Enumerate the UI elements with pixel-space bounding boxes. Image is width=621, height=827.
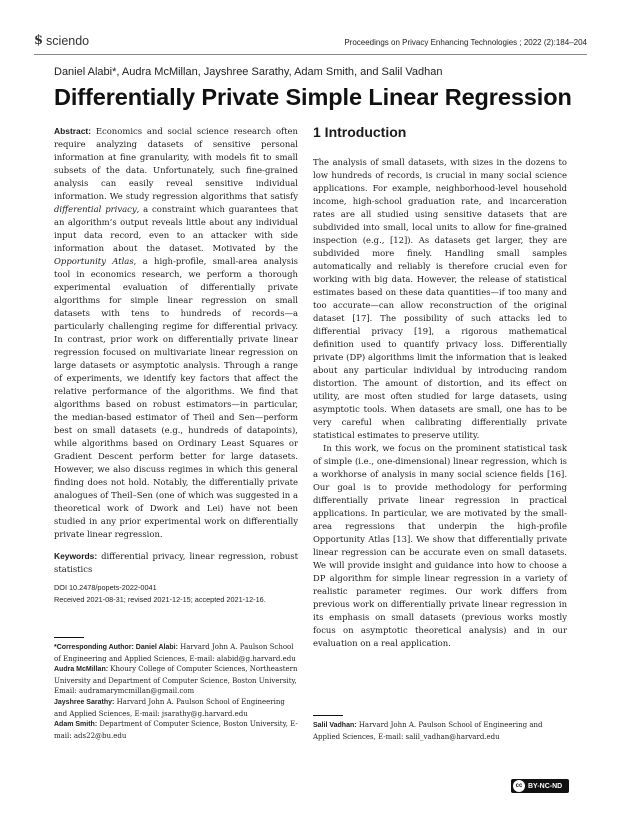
license-label: BY-NC-ND [528, 782, 563, 790]
abstract-text-3: , a high-profile, small-area analysis tool in economics research, we perform a thorough experimental evaluation of differentially private algorithms for simple linear regression on small datasets with tens to hundreds of records—a particularly challenging regime for differential privacy. In contrast, prior work on differentially private linear regression focused on multivariate linear regression on large datasets or asymptotic analysis. Through a range of experiments, we identify key factors that affect the relative performance of the algorithms. We find that algorithms based on robust estimators—in particular, the median-based estimator of Theil and Sen—perform best on small datasets (e.g., hundreds of datapoints), while algorithms based on Ordinary Least Squares or Gradient Descent perform better for large datasets. However, we also discuss regimes in which this general finding does not hold. Notably, the differentially private analogues of Theil–Sen (one of which was suggested in a theoretical work of Dwork and Lei) have not been studied in any prior experimental work on differentially private linear regression. [54, 256, 298, 539]
abstract [54, 125, 298, 541]
footnote-mcmillan: Audra McMillan: Khoury College of Computer Sciences, Northeastern University and Department of Computer Science, Boston University, Email: audramarymcmillan@gmail.com [54, 665, 298, 696]
intro-paragraph-2: In this work, we focus on the prominent statistical task of simple (i.e., one-dimensional) linear regression, which is a workhorse of analysis in many social science fields [16]. Our goal is to provide methodology for performing differentially private linear regression in practical applications. In particular, we are motivated by the small-area regressions that underpin the high-profile Opportunity Atlas [13]. We show that differentially private linear regression can be accurate even on small datasets. We will provide insight and guidance into how to choose a DP algorithm for simple linear regression in a variety of realistic parameter regimes. Our work differs from previous work on differentially private linear regression in its emphasis on small datasets (previous works mostly focus on asymptotic theoretical analysis) and in our evaluation on a real application. [313, 443, 567, 648]
right-column [313, 156, 567, 650]
abstract-emphasis-2: Opportunity Atlas [54, 256, 134, 266]
abstract-label: Abstract: [54, 126, 92, 136]
author-footnotes [54, 642, 299, 741]
creative-commons-icon: cc [513, 780, 525, 792]
intro-paragraph-1: The analysis of small datasets, with sizes in the dozens to low hundreds of records, is crucial in many social science applications. For example, neighborhood-level household income, high-school graduation rate, and incarceration rates are all studied using sensitive datasets that are subdivided into small, local units to allow for fine-grained inspection (e.g., [12]). As datasets get larger, they are subdivided more finely. Handling small samples automatically and reliably is therefore crucial even for working with big data. However, the release of statistical estimates based on these data quantities—if too many and too accurate—can allow reconstruction of the original dataset [17]. The possibility of such attacks led to differential privacy [19], a rigorous mathematical definition used to quantify privacy loss. Differentially private (DP) algorithms limit the information that is leaked about any particular individual by introducing random distortion. The amount of distortion, and its effect on utility, are most often studied for large datasets, using asymptotic tools. When datasets are small, one has to be very careful when calibrating differentially private statistical estimates to preserve utility. [313, 157, 567, 440]
footnote-rule [313, 715, 343, 716]
doi-block [54, 582, 266, 606]
keywords-text: differential privacy, linear regression, robust statistics [54, 551, 298, 574]
keywords [54, 550, 298, 576]
left-column [54, 125, 298, 576]
sciendo-icon: $ [34, 33, 44, 48]
journal-citation: Proceedings on Privacy Enhancing Technologies ; 2022 (2):184–204 [344, 38, 587, 47]
paper-title: Differentially Private Simple Linear Regression [54, 84, 572, 110]
abstract-text-1: Economics and social science research often require analyzing datasets of sensitive personal information at fine granularity, with models fit to small subsets of the data. Unfortunately, such fine-grained analysis can easily reveal sensitive individual information. We study regression algorithms that satisfy [54, 126, 298, 201]
publisher-name: sciendo [46, 33, 90, 48]
header-rule [34, 54, 587, 55]
received-dates: Received 2021-08-31; revised 2021-12-15; accepted 2021-12-16. [54, 595, 266, 604]
footnote-vadhan: Salil Vadhan: Harvard John A. Paulson School of Engineering and Applied Sciences, E-mail: salil_vadhan@harvard.edu [313, 721, 543, 741]
publisher-logo [34, 33, 89, 48]
footnote-alabi: *Corresponding Author: Daniel Alabi: Harvard John A. Paulson School of Engineering and Applied Sciences, E-mail: alabid@g.harvard.edu [54, 643, 296, 663]
author-list: Daniel Alabi*, Audra McMillan, Jayshree Sarathy, Adam Smith, and Salil Vadhan [54, 66, 443, 78]
abstract-emphasis-1: differential privacy [54, 204, 137, 214]
doi[interactable]: DOI 10.2478/popets-2022-0041 [54, 583, 157, 592]
section-heading: 1 Introduction [313, 124, 407, 140]
footnote-smith: Adam Smith: Department of Computer Science, Boston University, E-mail: ads22@bu.edu [54, 720, 298, 740]
keywords-label: Keywords: [54, 551, 98, 561]
abstract-text-2: , a constraint which guarantees that an algorithm’s output reveals little about any individual input data record, even to an attacker with side information about the dataset. Motivated by the [54, 204, 298, 253]
license-badge[interactable] [511, 779, 569, 793]
footnote-sarathy: Jayshree Sarathy: Harvard John A. Paulson School of Engineering and Applied Sciences, E-mail: jsarathy@g.harvard.edu [54, 697, 285, 718]
footnote-rule [54, 637, 84, 638]
